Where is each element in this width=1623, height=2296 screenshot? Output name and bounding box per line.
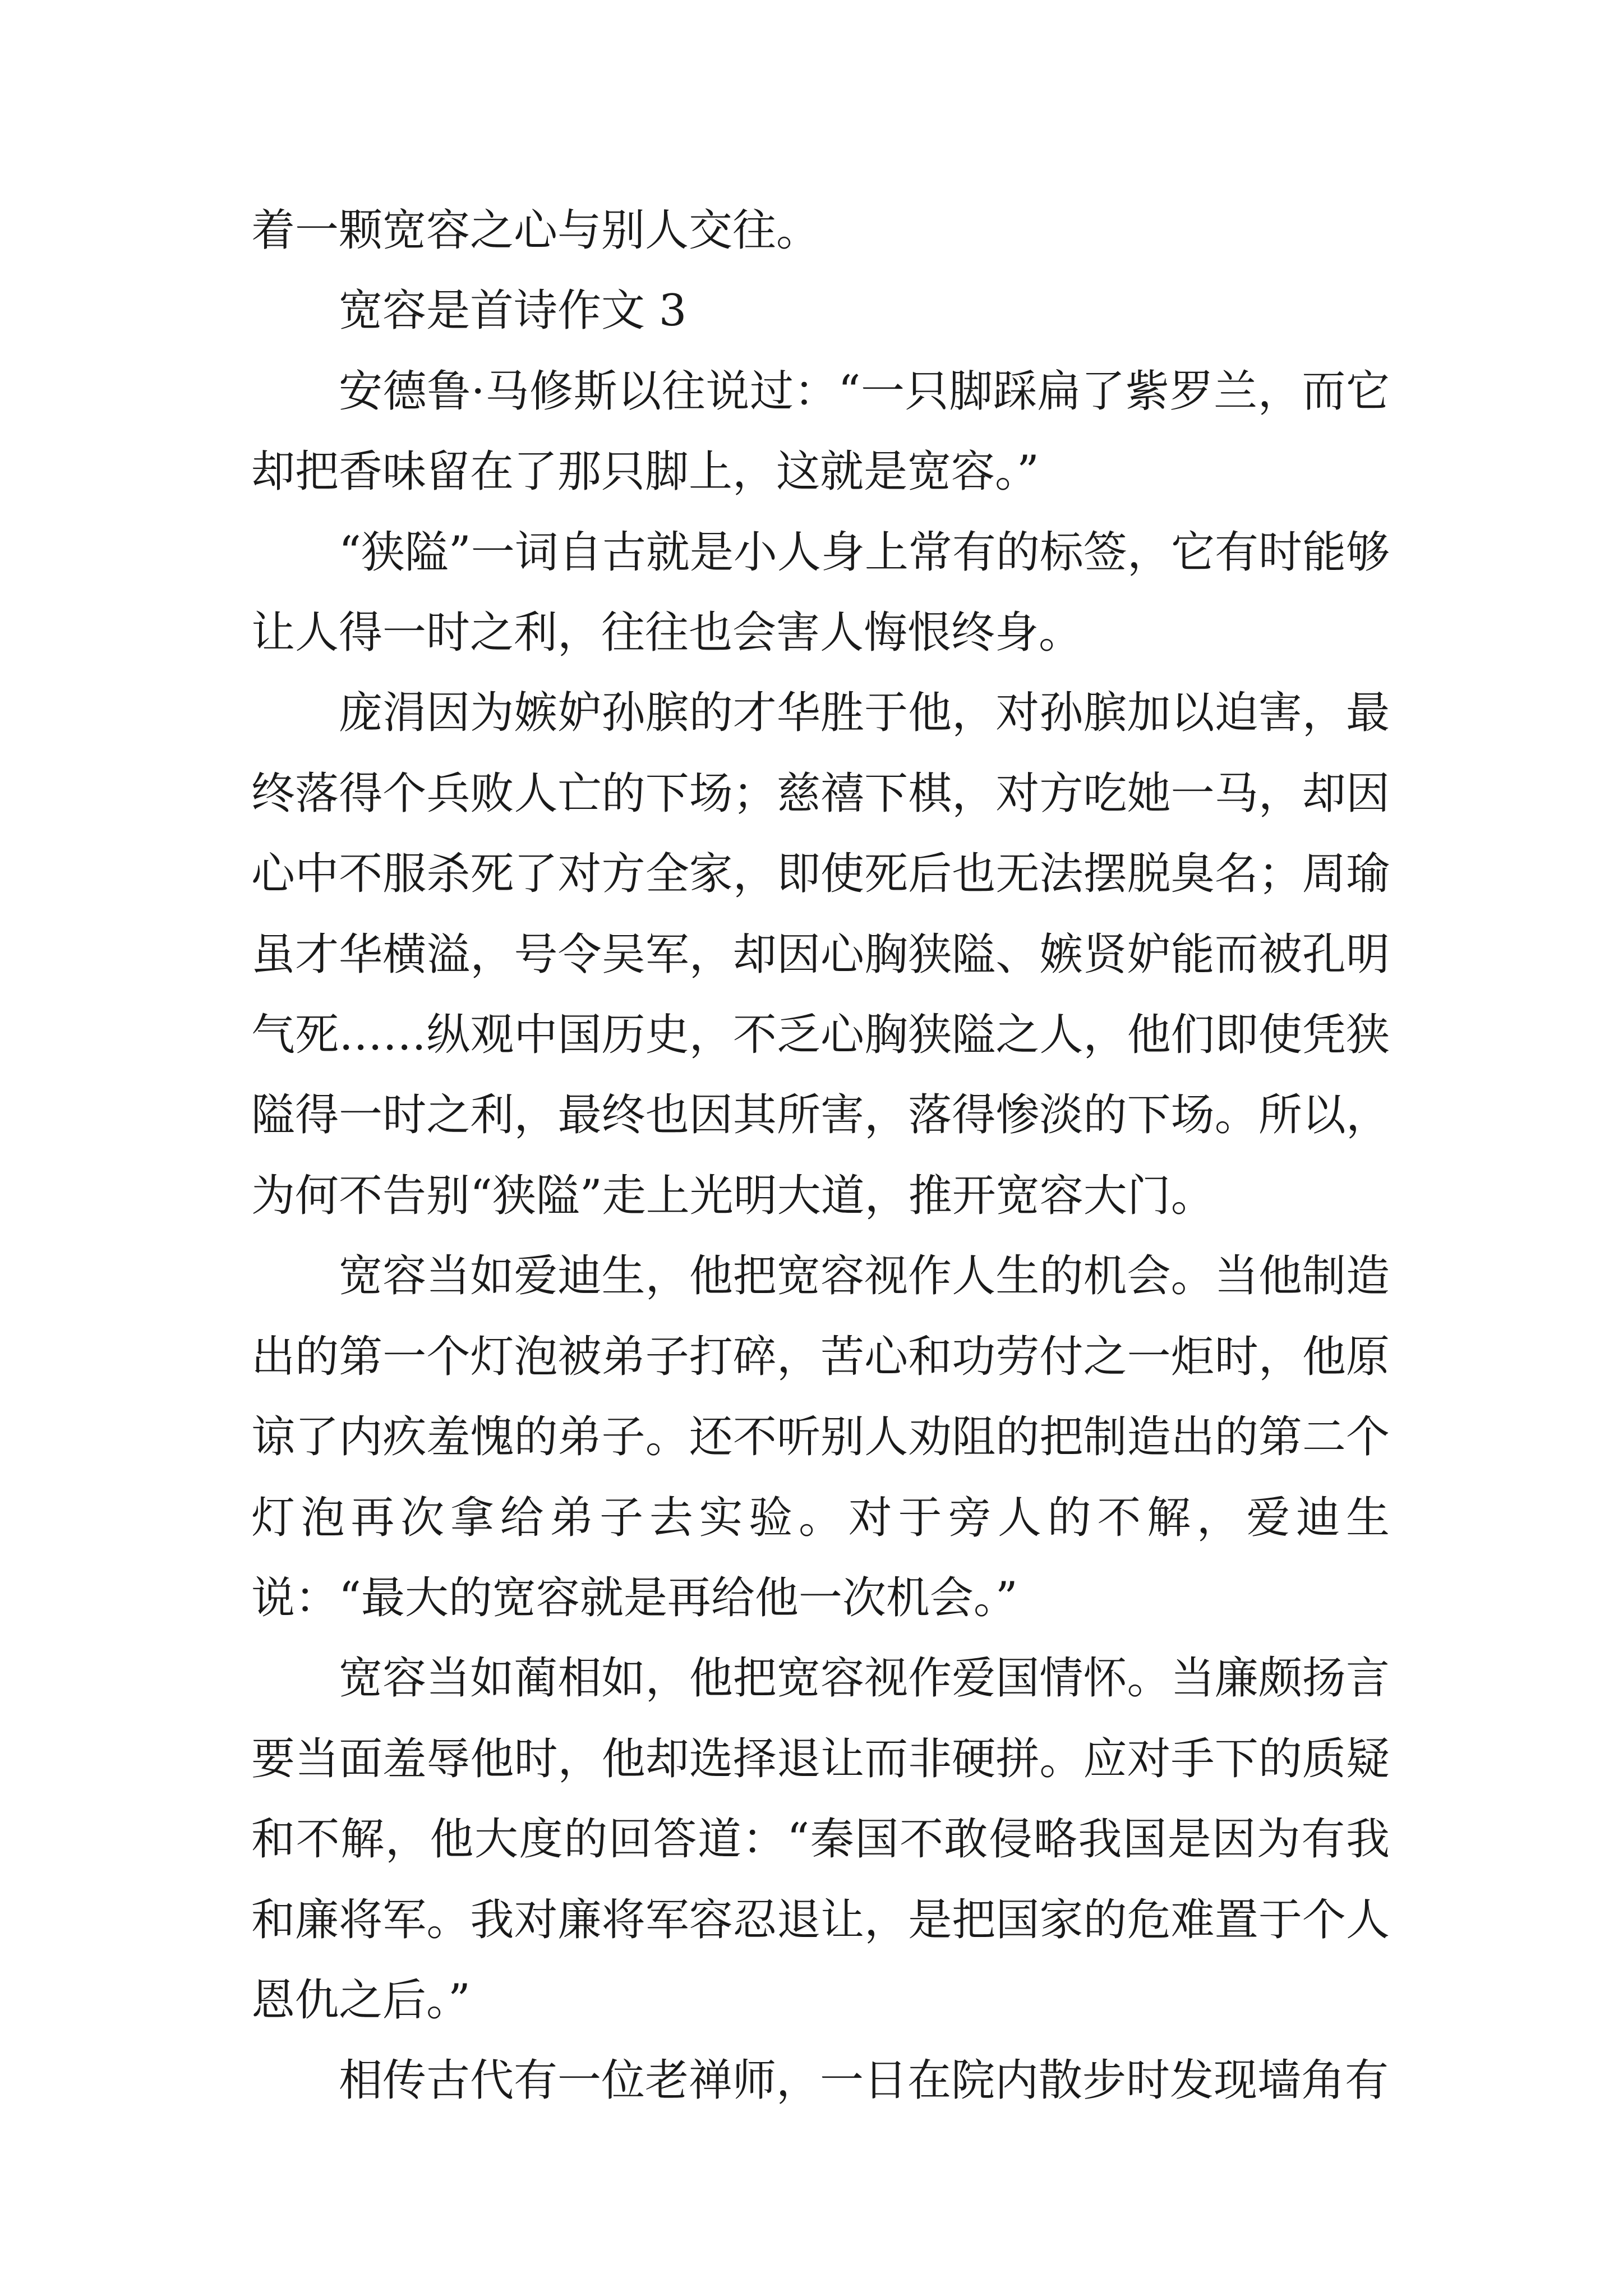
paragraph-history-examples: 庞涓因为嫉妒孙膑的才华胜于他，对孙膑加以迫害，最终落得个兵败人亡的下场；慈禧下棋，对方吃她一马，却因心中不服杀死了对方全家，即使死后也无法摆脱臭名；周瑜虽才华横溢，号令吴军，却因心胸狭隘、嫉贤妒能而被孔明气死……纵观中国历史，不乏心胸狭隘之人，他们即使凭狭隘得一时之利，最终也因其所害，落得惨淡的下场。所以，为何不告别“狭隘”走上光明大道，推开宽容大门。: [251, 688, 1390, 1221]
essay-body: [251, 191, 1390, 2122]
paragraph-zen-master: 相传古代有一位老禅师，一日在院内散步时发现墙角有: [339, 2055, 1389, 2106]
paragraph-narrowness: “狭隘”一词自古就是小人身上常有的标签，它有时能够让人得一时之利，往往也会害人悔恨终身。: [251, 527, 1390, 659]
paragraph-lin-xiangru: 宽容当如蔺相如，他把宽容视作爱国情怀。当廉颇扬言要当面羞辱他时，他却选择退让而非硬拼。应对手下的质疑和不解，他大度的回答道：“秦国不敢侵略我国是因为有我和廉将军。我对廉将军容忍退让，是把国家的危难置于个人恩仇之后。”: [251, 1653, 1390, 2026]
paragraph-quote-mathews: 安德鲁·马修斯以往说过：“一只脚踩扁了紫罗兰，而它却把香味留在了那只脚上，这就是宽容。”: [251, 366, 1390, 498]
essay-title: 宽容是首诗作文 3: [339, 286, 687, 337]
paragraph-continuation: 着一颗宽容之心与别人交往。: [251, 205, 820, 256]
paragraph-edison: 宽容当如爱迪生，他把宽容视作人生的机会。当他制造出的第一个灯泡被弟子打碎，苦心和功劳付之一炬时，他原谅了内疚羞愧的弟子。还不听别人劝阻的把制造出的第二个灯泡再次拿给弟子去实验。对于旁人的不解，爱迪生说：“最大的宽容就是再给他一次机会。”: [251, 1251, 1390, 1623]
